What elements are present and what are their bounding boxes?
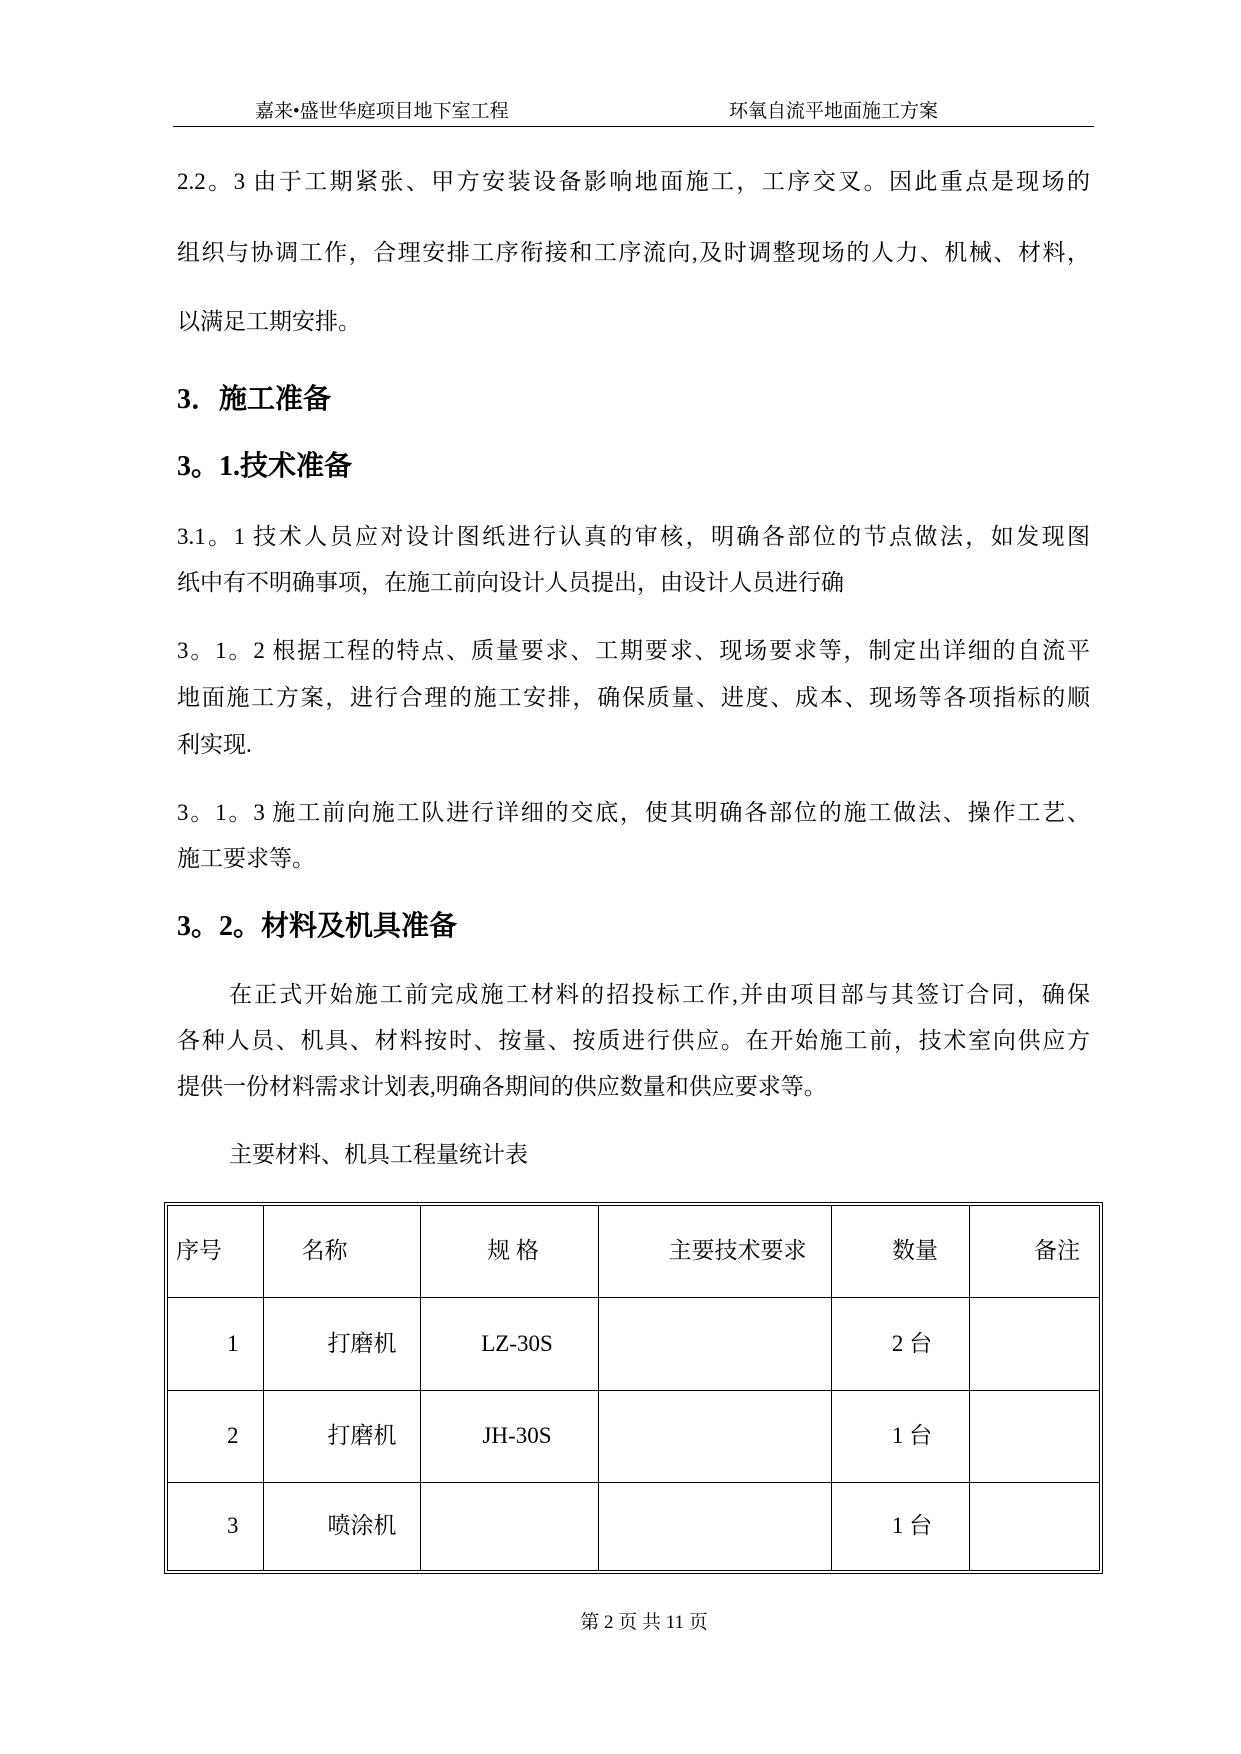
paragraph-line: 以满足工期安排。 [177,309,361,334]
paragraph-line: 地面施工方案，进行合理的施工安排，确保质量、进度、成本、现场等各项指标的顺 [177,685,1090,710]
table-header-cell: 名称 [263,1206,420,1297]
table-header-cell: 主要技术要求 [598,1206,831,1297]
table-cell-requirement [598,1482,831,1570]
table-cell-spec: LZ-30S [420,1297,598,1390]
paragraph-line: 3。1。2 根据工程的特点、质量要求、工期要求、现场要求等，制定出详细的自流平 [177,638,1090,663]
table-row [168,1390,1099,1482]
table-cell-spec: JH-30S [420,1390,598,1482]
materials-table [164,1202,1103,1574]
page-total-prefix: 共 [641,1612,661,1633]
paragraph-line: 3。1。3 施工前向施工队进行详细的交底，使其明确各部位的施工做法、操作工艺、 [177,800,1090,825]
page-total-suffix: 页 [688,1612,708,1633]
table-row [168,1297,1099,1390]
table-header-cell: 序号 [168,1206,263,1297]
table-header-cell: 备注 [969,1206,1099,1297]
paragraph-line: 施工要求等。 [177,846,315,871]
paragraph-line: 各种人员、机具、材料按时、按量、按质进行供应。在开始施工前，技术室向供应方 [177,1028,1090,1053]
table-cell-name: 打磨机 [263,1390,420,1482]
materials-table-grid [168,1206,1099,1570]
table-cell-index: 2 [168,1390,263,1482]
page-number-suffix: 页 [618,1612,638,1633]
table-caption: 主要材料、机具工程量统计表 [229,1142,528,1167]
table-cell-index: 3 [168,1482,263,1570]
table-cell-quantity: 1 台 [831,1482,969,1570]
page-footer [544,1611,744,1635]
paragraph-line: 在正式开始施工前完成施工材料的招投标工作,并由项目部与其签订合同，确保 [229,982,1090,1007]
table-cell-remark [969,1482,1099,1570]
page-header-project-title: 嘉来•盛世华庭项目地下室工程 [255,101,509,122]
table-cell-spec [420,1482,598,1570]
page-number: 2 [603,1612,614,1633]
page-total: 11 [665,1612,685,1633]
paragraph-line: 3.1。1 技术人员应对设计图纸进行认真的审核，明确各部位的节点做法，如发现图 [177,524,1090,549]
table-cell-requirement [598,1297,831,1390]
subsection-heading: 3。1.技术准备 [177,451,353,482]
page-header-document-title: 环氧自流平地面施工方案 [729,101,939,122]
page-number-prefix: 第 [580,1612,600,1633]
table-header-row [168,1206,1099,1297]
table-cell-name: 喷涂机 [263,1482,420,1570]
paragraph-line: 纸中有不明确事项，在施工前向设计人员提出，由设计人员进行确 [177,570,844,595]
table-cell-name: 打磨机 [263,1297,420,1390]
subsection-heading: 3。2。材料及机具准备 [177,911,458,942]
table-cell-requirement [598,1390,831,1482]
table-header-cell: 规 格 [420,1206,598,1297]
table-cell-remark [969,1297,1099,1390]
table-cell-remark [969,1390,1099,1482]
table-cell-index: 1 [168,1297,263,1390]
table-header-cell: 数量 [831,1206,969,1297]
section-heading: 3．施工准备 [177,384,332,415]
table-cell-quantity: 1 台 [831,1390,969,1482]
header-rule [173,126,1094,127]
paragraph-line: 利实现. [177,732,252,757]
paragraph-line: 组织与协调工作，合理安排工序衔接和工序流向,及时调整现场的人力、机械、材料， [177,240,1090,265]
table-row [168,1482,1099,1570]
table-cell-quantity: 2 台 [831,1297,969,1390]
paragraph-line: 2.2。3 由于工期紧张、甲方安装设备影响地面施工，工序交叉。因此重点是现场的 [177,169,1090,194]
paragraph-line: 提供一份材料需求计划表,明确各期间的供应数量和供应要求等。 [177,1074,827,1099]
